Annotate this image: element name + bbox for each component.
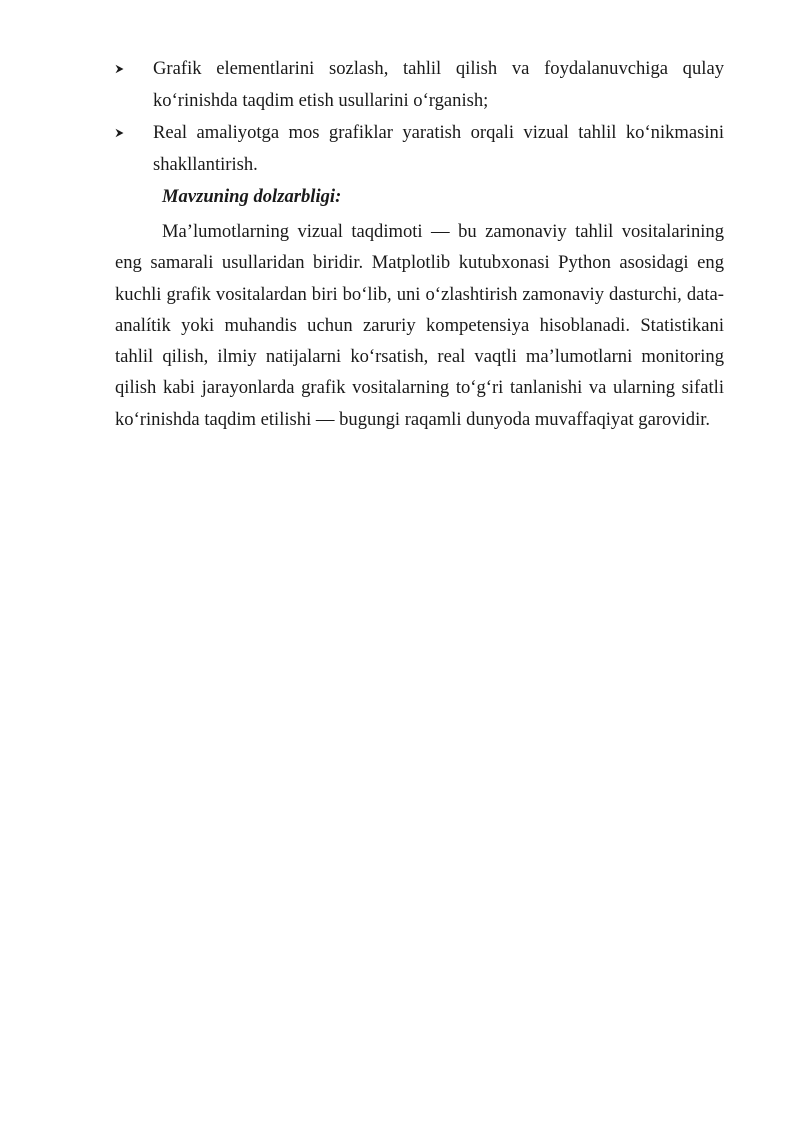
list-item (115, 53, 724, 117)
document-content (115, 53, 724, 435)
body-paragraph: Ma’lumotlarning vizual taqdimoti — bu zamonaviy tahlil vositalarining eng samarali usullaridan biridir. Matplotlib kutubxonasi Python asosidagi eng kuchli grafik vositalardan biri bo‘lib, uni o‘zlashtirish zamonaviy dasturchi, data-analítik yoki muhandis uchun zaruriy kompetensiya hisoblanadi. Statistikani tahlil qilish, ilmiy natijalarni ko‘rsatish, real vaqtli ma’lumotlarni monitoring qilish kabi jarayonlarda grafik vositalarning to‘g‘ri tanlanishi va ularning sifatli ko‘rinishda taqdim etilishi — bugungi raqamli dunyoda muvaffaqiyat garovidir. (115, 221, 724, 430)
objectives-list (115, 53, 724, 181)
section-heading: Mavzuning dolzarbligi: (162, 186, 342, 207)
list-item-text: Grafik elementlarini sozlash, tahlil qilish va foydalanuvchiga qulay ko‘rinishda taqdim etish usullarini o‘rganish; (153, 58, 724, 111)
list-item (115, 117, 724, 181)
list-item-text: Real amaliyotga mos grafiklar yaratish orqali vizual tahlil ko‘nikmasini shakllantirish. (153, 122, 724, 175)
arrowhead-bullet-icon (115, 53, 129, 85)
arrowhead-bullet-icon (115, 117, 129, 149)
